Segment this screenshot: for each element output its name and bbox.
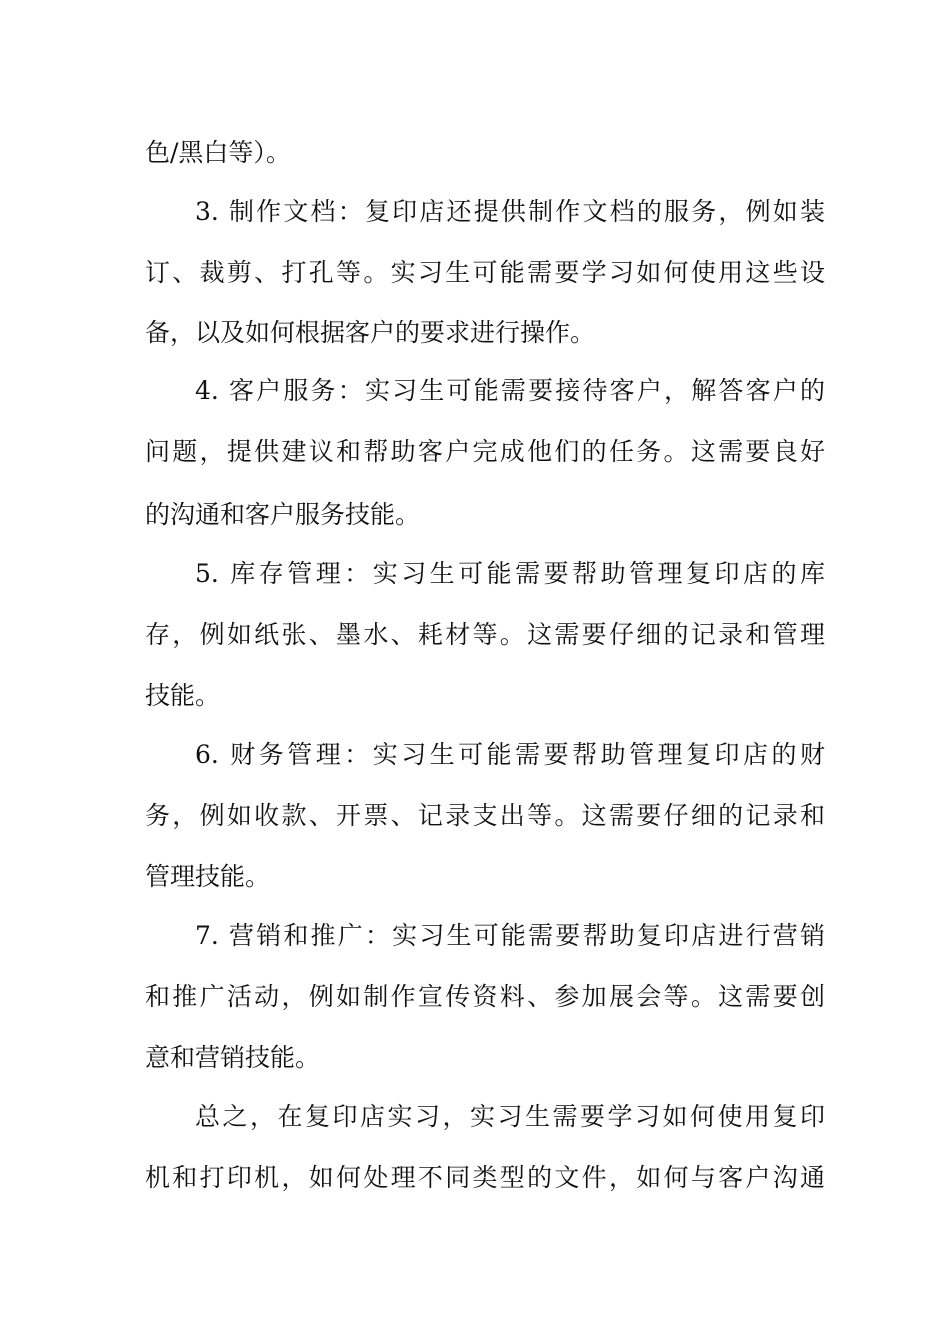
text-line: 色/黑白等）。 xyxy=(145,138,291,167)
text-line: 的沟通和客户服务技能。 xyxy=(145,500,421,529)
text-line: 机和打印机，如何处理不同类型的文件，如何与客户沟通 xyxy=(145,1163,825,1192)
text-line: 7. 营销和推广：实习生可能需要帮助复印店进行营销 xyxy=(195,921,825,950)
text-line: 意和营销技能。 xyxy=(145,1043,321,1072)
text-line: 问题，提供建议和帮助客户完成他们的任务。这需要良好 xyxy=(145,437,825,466)
text-line: 备，以及如何根据客户的要求进行操作。 xyxy=(145,318,596,347)
text-line: 技能。 xyxy=(145,681,221,710)
text-line: 5. 库存管理：实习生可能需要帮助管理复印店的库 xyxy=(195,559,825,588)
text-line: 4. 客户服务：实习生可能需要接待客户，解答客户的 xyxy=(195,376,825,405)
text-line: 存，例如纸张、墨水、耗材等。这需要仔细的记录和管理 xyxy=(145,620,825,649)
text-line: 订、裁剪、打孔等。实习生可能需要学习如何使用这些设 xyxy=(145,258,825,287)
text-line: 3. 制作文档：复印店还提供制作文档的服务，例如装 xyxy=(195,197,825,226)
text-line: 总之，在复印店实习，实习生需要学习如何使用复印 xyxy=(195,1102,825,1131)
text-line: 务，例如收款、开票、记录支出等。这需要仔细的记录和 xyxy=(145,801,825,830)
text-line: 6. 财务管理：实习生可能需要帮助管理复印店的财 xyxy=(195,740,825,769)
text-line: 和推广活动，例如制作宣传资料、参加展会等。这需要创 xyxy=(145,982,825,1011)
text-line: 管理技能。 xyxy=(145,862,271,891)
